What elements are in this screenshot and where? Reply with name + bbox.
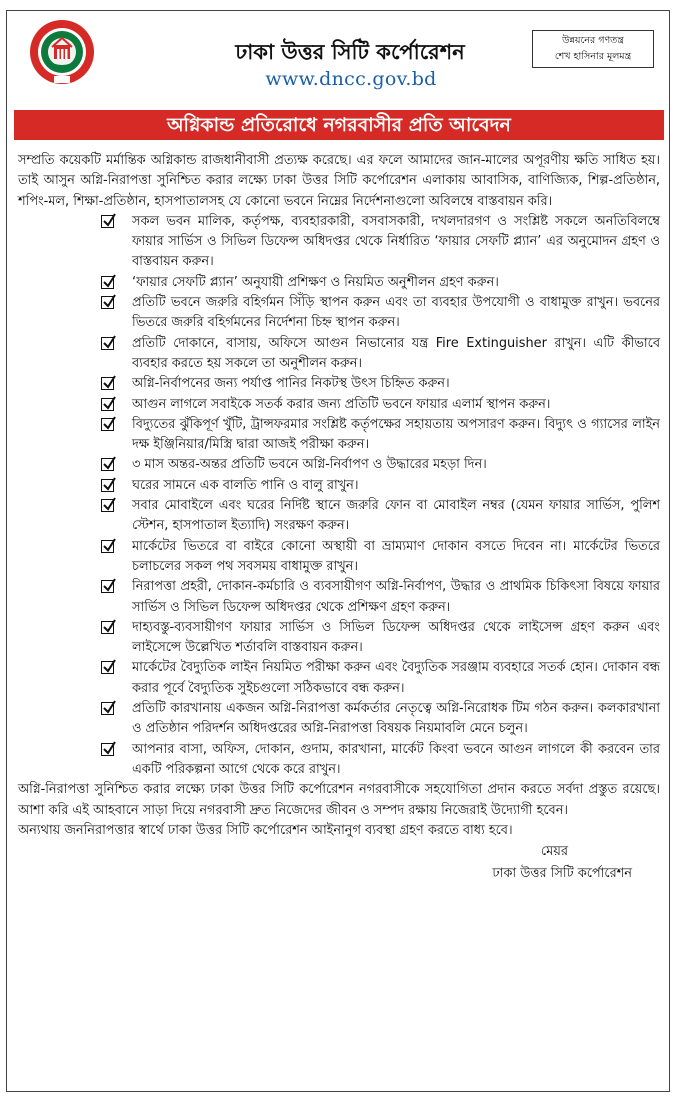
list-item-text: নিরাপত্তা প্রহরী, দোকান-কর্মচারি ও ব্যবসায়ীগণ অগ্নি-নির্বাপণ, উদ্ধার ও প্রাথমিক চিকিৎসা বিষয়ে ফায়ার সার্ভিস ও সিভিল ডিফেন্স অধিদপ্তর থেকে প্রশিক্ষণ গ্রহণ করুন। <box>132 579 660 615</box>
checked-box-icon <box>101 377 114 390</box>
signature-block <box>18 841 660 885</box>
list-item <box>18 658 660 699</box>
closing-paragraph: অগ্নি-নিরাপত্তা সুনিশ্চিত করার লক্ষ্যে ঢাকা উত্তর সিটি কর্পোরেশন নগরবাসীকে সহযোগিতা প্রদান করতে সর্বদা প্রস্তুত রয়েছে। আশা করি এই আহবানে সাড়া দিয়ে নগরবাসী দ্রুত নিজেদের জীবন ও সম্পদ রক্ষায় নিজেরাই উদ্যোগী হবেন। <box>18 782 660 818</box>
checked-box-icon <box>101 479 114 492</box>
list-item <box>18 374 660 394</box>
checked-box-icon <box>101 580 114 593</box>
organization-title: ঢাকা উত্তর সিটি কর্পোরেশন <box>235 39 465 64</box>
checked-box-icon <box>101 398 114 411</box>
intro-paragraph: সম্প্রতি কয়েকটি মর্মান্তিক অগ্নিকান্ড রাজধানীবাসী প্রত্যক্ষ করেছে। এর ফলে আমাদের জান-মালের অপূরণীয় ক্ষতি সাধিত হয়। তাই আসুন অগ্নি-নিরাপত্তা সুনিশ্চিত করার লক্ষ্যে ঢাকা উত্তর সিটি কর্পোরেশন এলাকায় আবাসিক, বাণিজ্যিক, শিল্প-প্রতিষ্ঠান, শপিং-মল, শিক্ষা-প্রতিষ্ঠান, হাসপাতালসহ যে কোনো ভবনে নিম্নের নির্দেশনাগুলো অবিলম্বে বাস্তবায়ন করি। <box>18 153 660 209</box>
notice-banner-title: অগ্নিকান্ড প্রতিরোধে নগরবাসীর প্রতি আবেদন <box>14 110 664 140</box>
checked-box-icon <box>101 702 114 715</box>
checked-box-icon <box>101 215 114 228</box>
checked-box-icon <box>101 458 114 471</box>
list-item <box>18 334 660 375</box>
checked-box-icon <box>101 743 114 756</box>
warning-paragraph: অন্যথায় জননিরাপত্তার স্বার্থে ঢাকা উত্তর সিটি কর্পোরেশন আইনানুগ ব্যবস্থা গ্রহণ করতে বাধ্য হবে। <box>18 822 513 838</box>
list-item <box>18 496 660 537</box>
list-item-text: মার্কেটের ভিতরে বা বাইরে কোনো অস্থায়ী বা ভ্রাম্যমাণ দোকান বসতে দিবেন না। মার্কেটের ভিতরে চলাচলের সকল পথ সবসময় বাধামুক্ত রাখুন। <box>132 538 660 574</box>
checked-box-icon <box>101 540 114 553</box>
list-item-text: প্রতিটি ভবনে জরুরি বহির্গমন সিঁড়ি স্থাপন করুন এবং তা ব্যবহার উপযোগী ও বাধামুক্ত রাখুন। ভবনের ভিতরে জরুরি বহির্গমনের নির্দেশনা চিহ্ন স্থাপন করুন। <box>132 295 660 331</box>
instruction-list <box>18 212 660 780</box>
list-item-text: দাহ্যবস্তু-ব্যবসায়ীগণ ফায়ার সার্ভিস ও সিভিল ডিফেন্স অধিদপ্তর থেকে লাইসেন্স গ্রহণ করুন এবং লাইসেন্সে উল্লেখিত শর্তাবলি বাস্তবায়ন করুন। <box>132 619 660 656</box>
list-item-text: সকল ভবন মালিক, কর্তৃপক্ষ, ব্যবহারকারী, বসবাসকারী, দখলদারগণ ও সংশ্লিষ্ট সকলে অনতিবিলম্বে ফায়ার সার্ভিস ও সিভিল ডিফেন্স অধিদপ্তর থেকে নির্ধারিত ‘ফায়ার সেফটি প্ল্যান’ এর অনুমোদন গ্রহণ ও বাস্তবায়ন করুন। <box>132 213 660 270</box>
checked-box-icon <box>101 276 114 289</box>
checked-box-icon <box>101 296 114 309</box>
list-item <box>18 293 660 334</box>
list-item <box>18 476 660 496</box>
checked-box-icon <box>101 661 114 674</box>
list-item <box>18 273 660 293</box>
list-item-text: ঘরের সামনে এক বালতি পানি ও বালু রাখুন। <box>132 477 359 493</box>
list-item-text: ‘ফায়ার সেফটি প্ল্যান’ অনুযায়ী প্রশিক্ষণ ও নিয়মিত অনুশীলন গ্রহণ করুন। <box>132 274 499 290</box>
list-item-text: প্রতিটি দোকানে, বাসায়, অফিসে আগুন নিভানোর যন্ত্র Fire Extinguisher রাখুন। এটি কীভাবে ব্যবহার করতে হয় সকলে তা অনুশীলন করুন। <box>132 335 660 371</box>
slogan-line-1: উন্নয়নের গণতন্ত্র <box>562 35 624 46</box>
checked-box-icon <box>101 621 114 634</box>
list-item <box>18 415 660 456</box>
signature-title: মেয়র <box>540 844 568 860</box>
signature-org: ঢাকা উত্তর সিটি কর্পোরেশন <box>492 866 632 882</box>
list-item-text: বিদ্যুতের ঝুঁকিপূর্ণ খুঁটি, ট্রান্সফরমার সংশ্লিষ্ট কর্তৃপক্ষের সহায়তায় অপসারণ করুন। বিদ্যুৎ ও গ্যাসের লাইন দক্ষ ইঞ্জিনিয়ার/মিস্ত্রি দ্বারা আজই পরীক্ষা করুন। <box>132 416 660 453</box>
list-item-text: অগ্নি-নির্বাপনের জন্য পর্যাপ্ত পানির নিকটস্থ উৎস চিহ্নিত করুন। <box>132 376 450 392</box>
checked-box-icon <box>101 418 114 431</box>
list-item-text: প্রতিটি কারখানায় একজন অগ্নি-নিরাপত্তা কর্মকর্তার নেতৃত্বে অগ্নি-নিরোধক টিম গঠন করুন। কলকারখানা ও প্রতিষ্ঠান পরিদর্শন অধিদপ্তরের অগ্নি-নিরাপত্তা বিষয়ক নিয়মাবলি মেনে চলুন। <box>132 701 660 737</box>
list-item <box>18 395 660 415</box>
list-item-text: আপনার বাসা, অফিস, দোকান, গুদাম, কারখানা, মার্কেট কিংবা ভবনে আগুন লাগলে কী করবেন তার একটি পরিকল্পনা আগে থেকে করে রাখুন। <box>132 741 660 777</box>
checked-box-icon <box>101 337 114 350</box>
notice-body <box>18 151 660 885</box>
list-item-text: আগুন লাগলে সবাইকে সতর্ক করার জন্য প্রতিটি ভবনে ফায়ার এলার্ম স্থাপন করুন। <box>132 396 551 412</box>
list-item-text: সবার মোবাইলে এবং ঘরের নির্দিষ্ট স্থানে জরুরি ফোন বা মোবাইল নম্বর (যেমন ফায়ার সার্ভিস, পুলিশ স্টেশন, হাসপাতাল ইত্যাদি) সংরক্ষণ করুন। <box>132 498 660 534</box>
list-item <box>18 577 660 618</box>
list-item <box>18 455 660 475</box>
list-item <box>18 618 660 659</box>
website-link[interactable]: www.dncc.gov.bd <box>265 68 437 90</box>
list-item-text: মার্কেটের বৈদ্যুতিক লাইন নিয়মিত পরীক্ষা করুন এবং বৈদ্যুতিক সরঞ্জাম ব্যবহারে সতর্ক হোন। দোকান বন্ধ করার পূর্বে বৈদ্যুতিক সুইচগুলো সঠিকভাবে বন্ধ করুন। <box>132 660 660 696</box>
list-item <box>18 537 660 578</box>
list-item-text: ৩ মাস অন্তর-অন্তর প্রতিটি ভবনে অগ্নি-নির্বাপণ ও উদ্ধারের মহড়া দিন। <box>132 457 487 473</box>
slogan-line-2: শেখ হাসিনার মূলমন্ত্র <box>554 51 632 62</box>
checked-box-icon <box>101 499 114 512</box>
list-item <box>18 699 660 740</box>
city-corporation-logo <box>28 18 96 86</box>
list-item <box>18 212 660 273</box>
list-item <box>18 740 660 781</box>
slogan-box <box>532 30 654 68</box>
